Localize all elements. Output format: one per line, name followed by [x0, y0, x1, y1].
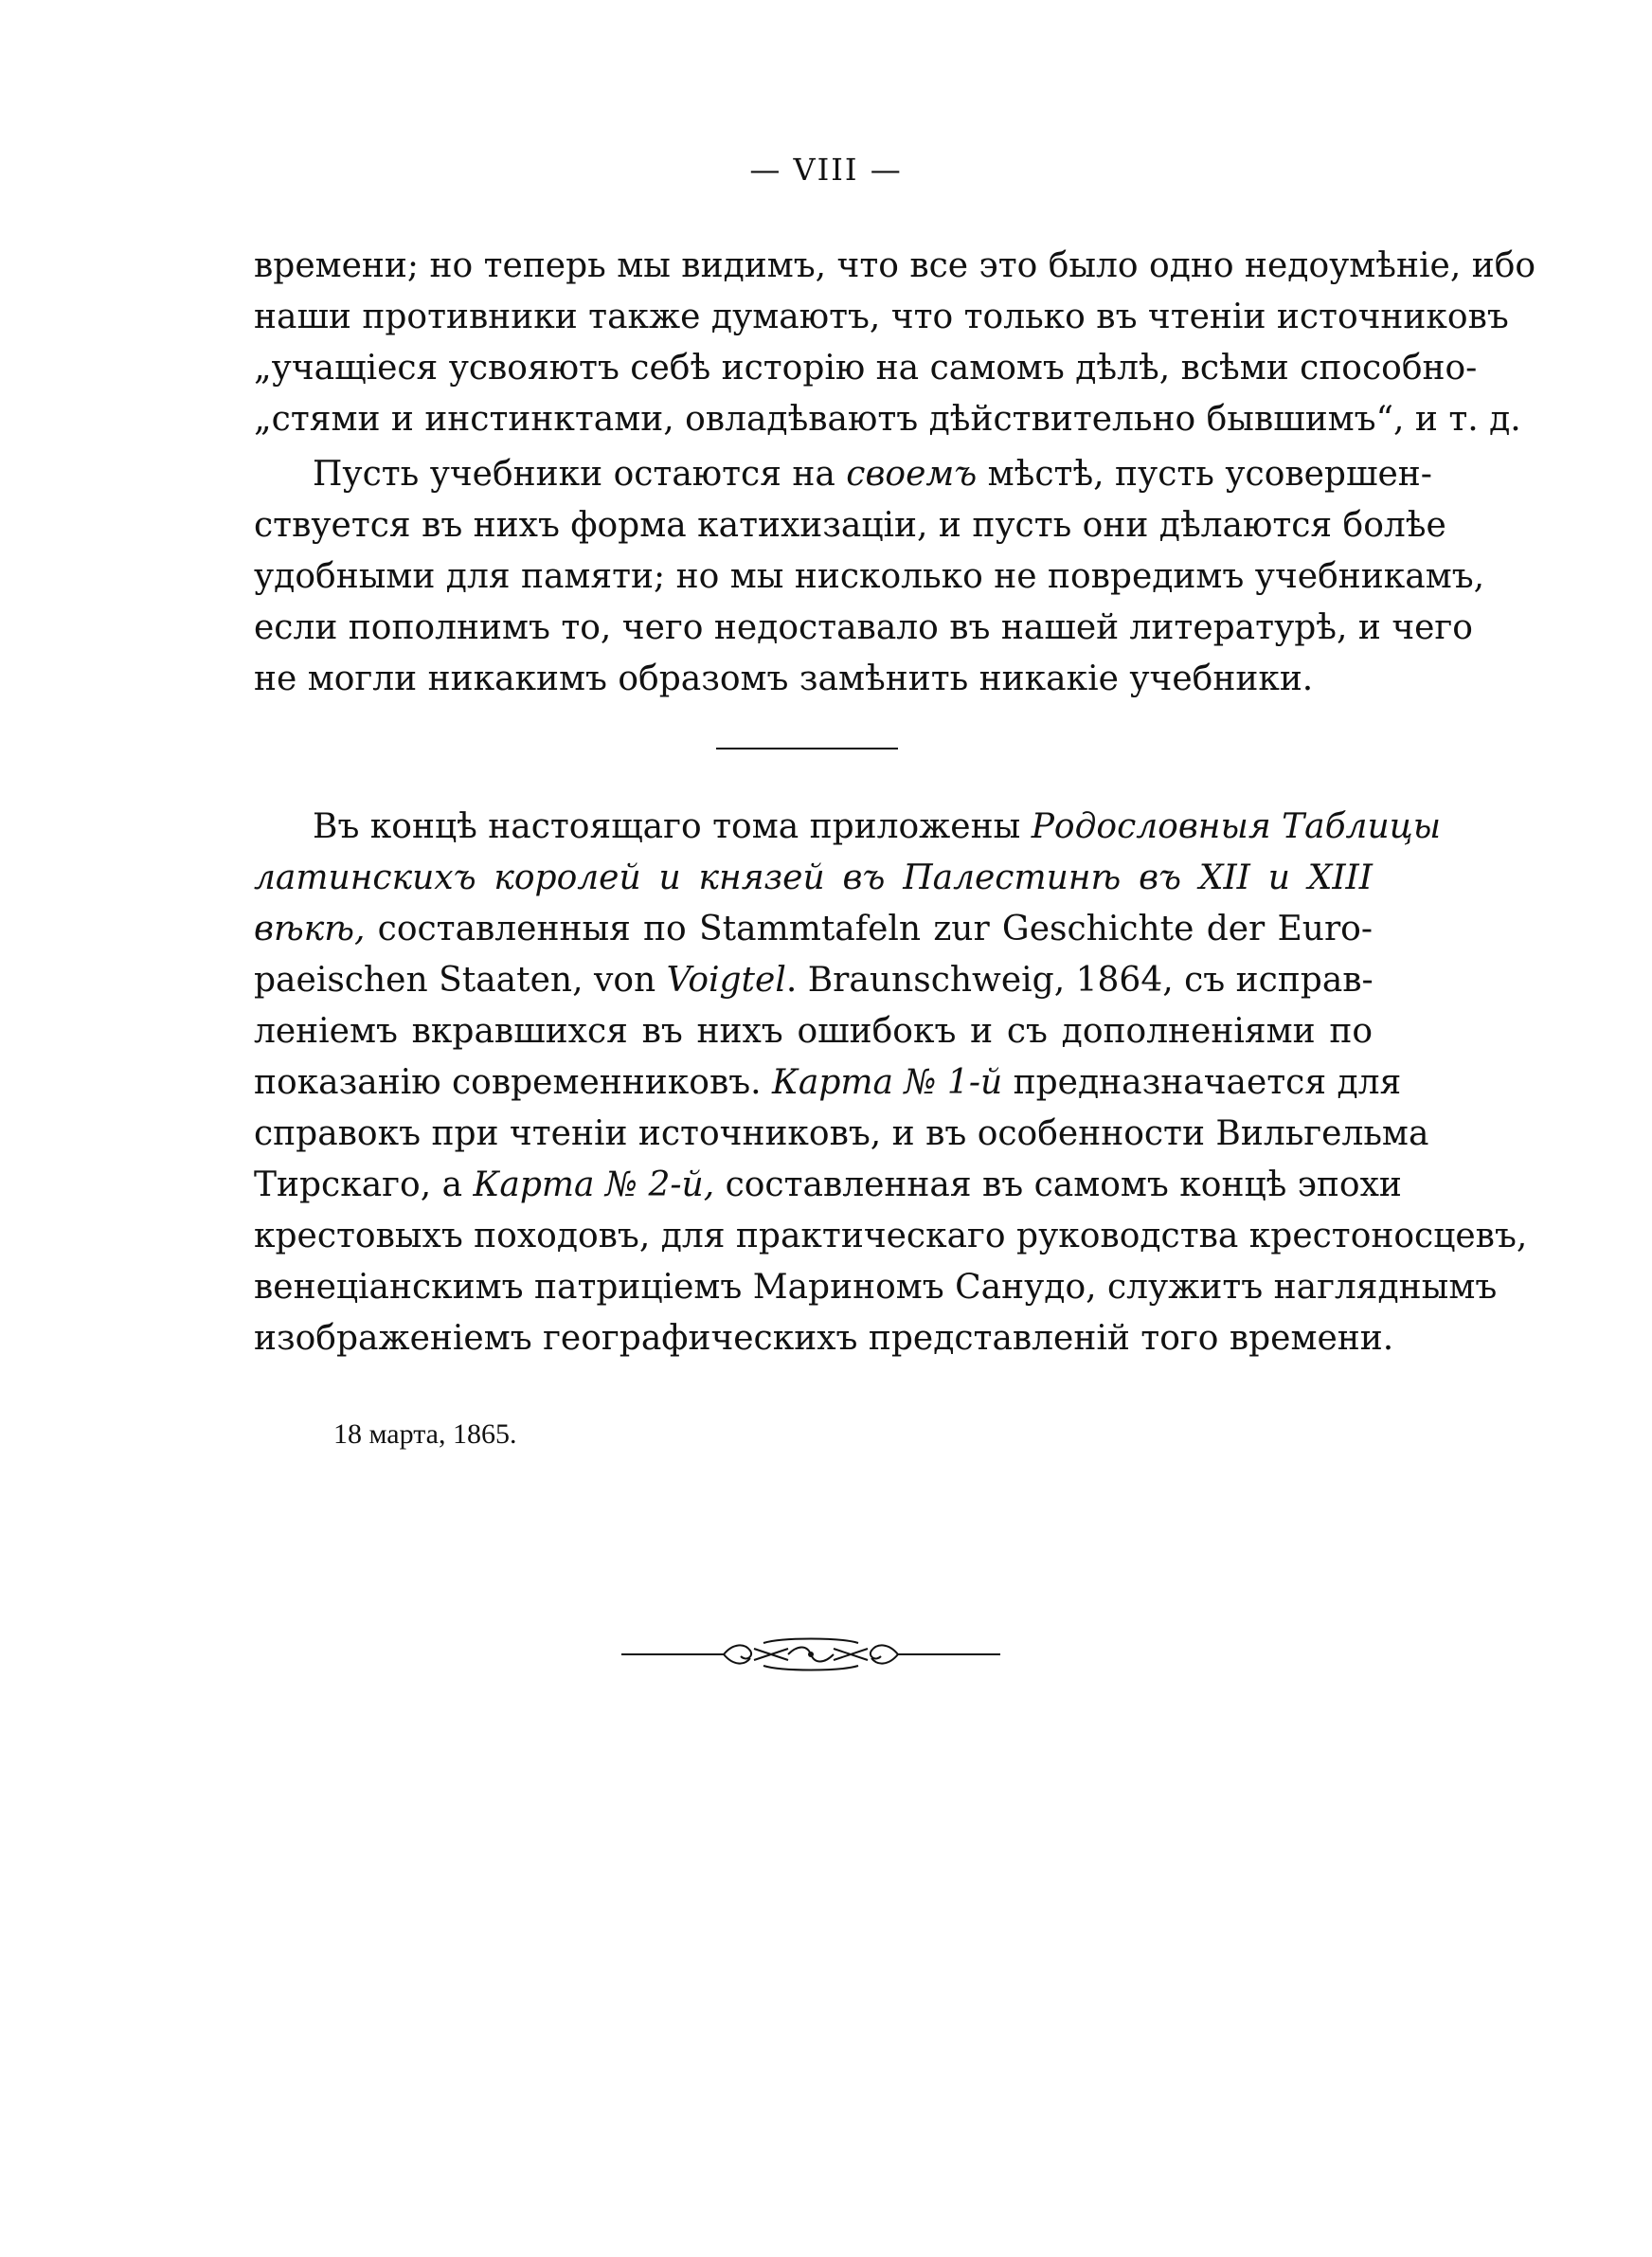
text-run: предназначается для: [1002, 1063, 1402, 1102]
text-line: [254, 1057, 1402, 1109]
text-run: составленныя по Stammtafeln zur Geschichte der Euro-: [365, 910, 1373, 948]
date-line: 18 марта, 1865.: [333, 1418, 517, 1450]
italic-run: Карта № 2-й,: [473, 1165, 715, 1204]
text-line: леніемъ вкравшихся въ нихъ ошибокъ и съ дополненіями по: [254, 1012, 1373, 1051]
text-line: справокъ при чтеніи источниковъ, и въ особенности Вильгельма: [254, 1114, 1429, 1153]
text-line: удобными для памяти; но мы нисколько не повредимъ учебникамъ,: [254, 557, 1485, 596]
text-line: не могли никакимъ образомъ замѣнить никакіе учебники.: [254, 659, 1314, 698]
text-line: наши противники также думаютъ, что только въ чтеніи источниковъ: [254, 298, 1509, 336]
text-line: венеціанскимъ патриціемъ Мариномъ Санудо, служитъ нагляднымъ: [254, 1268, 1498, 1307]
text-run: Пусть учебники остаются на: [313, 455, 847, 494]
paragraph-appendix: [254, 802, 1528, 1364]
text-line: крестовыхъ походовъ, для практическаго руководства крестоносцевъ,: [254, 1217, 1528, 1255]
page-number: — VIII —: [749, 152, 903, 188]
italic-run: своемъ: [846, 455, 978, 494]
text-run: мѣстѣ, пусть усовершен-: [977, 455, 1432, 494]
text-run: составленная въ самомъ концѣ эпохи: [714, 1165, 1402, 1204]
paragraph-continued: [254, 241, 1536, 445]
text-line: [254, 853, 1373, 904]
text-line: „стями и инстинктами, овладѣваютъ дѣйствительно бывшимъ“, и т. д.: [254, 400, 1521, 439]
section-divider: [716, 748, 898, 749]
italic-run: Карта № 1-й: [772, 1063, 1003, 1102]
text-line: изображеніемъ географическихъ представленій того времени.: [254, 1319, 1394, 1358]
text-line: [254, 955, 1373, 1006]
text-line: „учащіеся усвояютъ себѣ исторію на самомъ дѣлѣ, всѣми способно-: [254, 349, 1478, 388]
text-line: если пополнимъ то, чего недоставало въ нашей литературѣ, и чего: [254, 608, 1473, 647]
text-line: [254, 449, 1432, 500]
text-line: [254, 802, 1442, 853]
italic-run: вѣкѣ,: [254, 910, 366, 948]
ornament-divider-icon: [621, 1635, 1000, 1673]
text-run: Въ концѣ настоящаго тома приложены: [313, 807, 1032, 846]
text-run: paeischen Staaten, von: [254, 961, 667, 1000]
italic-run: Voigtel: [666, 961, 786, 1000]
italic-run: Родословныя Таблицы: [1031, 807, 1442, 846]
text-run: . Braunschweig, 1864, съ исправ-: [785, 961, 1374, 1000]
text-line: [254, 1160, 1402, 1211]
text-line: ствуется въ нихъ форма катихизаціи, и пусть они дѣлаются болѣе: [254, 506, 1446, 545]
text-line: времени; но теперь мы видимъ, что все это было одно недоумѣніе, ибо: [254, 246, 1536, 285]
paragraph-textbooks: [254, 449, 1485, 705]
text-line: [254, 904, 1373, 955]
text-run: Тирскаго, а: [254, 1165, 474, 1204]
text-run: показанію современниковъ.: [254, 1063, 772, 1102]
italic-run: латинскихъ королей и князей въ Палестинѣ въ XII и XIII: [254, 858, 1373, 897]
